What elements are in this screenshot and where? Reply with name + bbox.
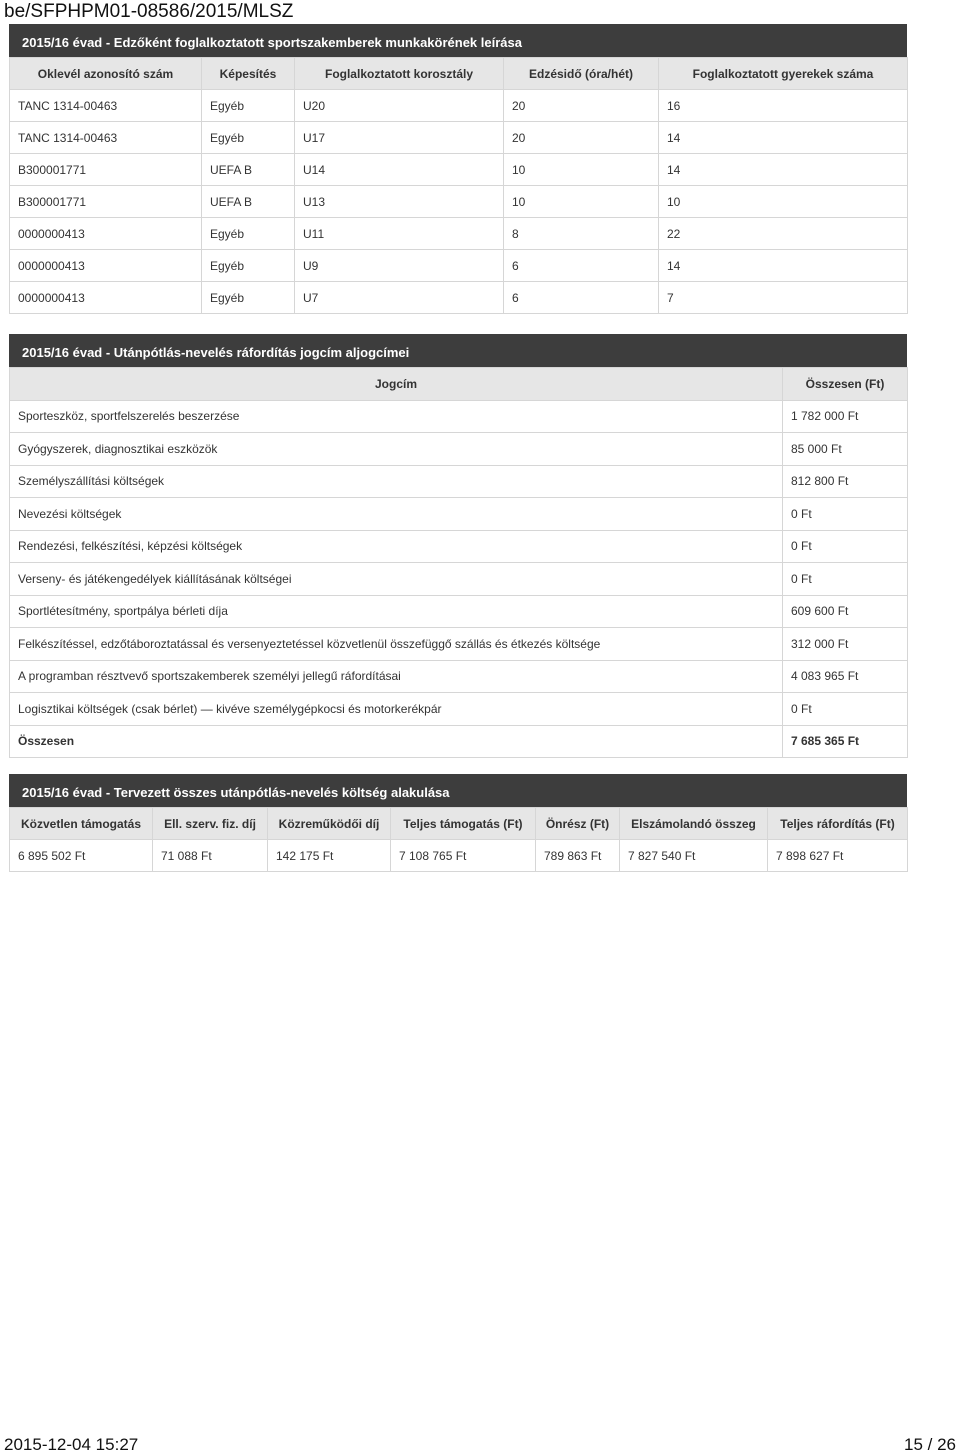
table-row [10,433,908,466]
column-header: Közreműködői díj [268,808,391,840]
total-label: Összesen [10,725,783,758]
table-cell: U11 [295,218,504,250]
table-cell: U17 [295,122,504,154]
table-cell: Egyéb [202,90,295,122]
table-row [10,595,908,628]
column-header: Edzésidő (óra/hét) [504,58,659,90]
table-row [10,628,908,661]
table-cell: UEFA B [202,186,295,218]
column-header: Teljes támogatás (Ft) [391,808,536,840]
table-cell: 10 [659,186,908,218]
footer-timestamp: 2015-12-04 15:27 [4,1435,139,1454]
table-header-row [10,368,908,401]
table-cell: U9 [295,250,504,282]
table-row [10,498,908,531]
table-cell: U7 [295,282,504,314]
table-row [10,660,908,693]
column-header: Oklevél azonosító szám [10,58,202,90]
table-cell: 0000000413 [10,218,202,250]
table-cell: 4 083 965 Ft [783,660,908,693]
section-title: 2015/16 évad - Tervezett összes utánpótlás-nevelés költség alakulása [9,774,907,807]
table-cell: Nevezési költségek [10,498,783,531]
table-cell: 10 [504,186,659,218]
section-title: 2015/16 évad - Utánpótlás-nevelés ráfordítás jogcím aljogcímei [9,334,907,367]
expense-categories-section [9,334,907,758]
table-cell: Sportlétesítmény, sportpálya bérleti díja [10,595,783,628]
column-header: Közvetlen támogatás [10,808,153,840]
table-cell: 20 [504,90,659,122]
table-cell: Rendezési, felkészítési, képzési költségek [10,530,783,563]
table-header-row [10,58,908,90]
table-cell: 14 [659,122,908,154]
total-value: 7 685 365 Ft [783,725,908,758]
table-header-row [10,808,908,840]
table-row [10,563,908,596]
table-row [10,122,908,154]
footer-page-number: 15 / 26 [904,1435,956,1454]
table-cell: 0 Ft [783,563,908,596]
table-cell: U14 [295,154,504,186]
table-row [10,465,908,498]
total-row [10,725,908,758]
table-row [10,693,908,726]
document-id: be/SFPHPM01-08586/2015/MLSZ [4,1,294,22]
column-header-osszesen: Összesen (Ft) [783,368,908,401]
table-cell: 0 Ft [783,530,908,563]
table-cell: 22 [659,218,908,250]
table-cell: 16 [659,90,908,122]
table-cell: 0000000413 [10,282,202,314]
table-cell: TANC 1314-00463 [10,122,202,154]
table-cell: UEFA B [202,154,295,186]
table-cell: B300001771 [10,186,202,218]
table-cell: Felkészítéssel, edzőtáboroztatással és versenyeztetéssel közvetlenül összefüggő szállás és étkezés költsége [10,628,783,661]
table-cell: Egyéb [202,250,295,282]
table-row [10,218,908,250]
table-row [10,250,908,282]
column-header: Foglalkoztatott korosztály [295,58,504,90]
column-header: Képesítés [202,58,295,90]
table-row [10,840,908,872]
table-row [10,186,908,218]
table-row [10,530,908,563]
section-title: 2015/16 évad - Edzőként foglalkoztatott sportszakemberek munkakörének leírása [9,24,907,57]
column-header: Elszámolandó összeg [620,808,768,840]
table-cell: Sporteszköz, sportfelszerelés beszerzése [10,400,783,433]
table-cell: TANC 1314-00463 [10,90,202,122]
coach-roles-section [9,24,907,314]
table-cell: 6 [504,282,659,314]
table-cell: 10 [504,154,659,186]
column-header: Teljes ráfordítás (Ft) [768,808,908,840]
table-row [10,90,908,122]
table-cell: Logisztikai költségek (csak bérlet) ― kivéve személygépkocsi és motorkerékpár [10,693,783,726]
table-cell: 8 [504,218,659,250]
table-cell: 14 [659,250,908,282]
table-cell: 812 800 Ft [783,465,908,498]
table-cell: U13 [295,186,504,218]
table-cell: A programban résztvevő sportszakemberek személyi jellegű ráfordításai [10,660,783,693]
table-cell: 85 000 Ft [783,433,908,466]
table-row [10,154,908,186]
column-header-jogcim: Jogcím [10,368,783,401]
table-cell: Egyéb [202,218,295,250]
table-cell: 0000000413 [10,250,202,282]
table-cell: 312 000 Ft [783,628,908,661]
table-cell: 609 600 Ft [783,595,908,628]
table-cell: 0 Ft [783,498,908,531]
table-row [10,282,908,314]
column-header: Foglalkoztatott gyerekek száma [659,58,908,90]
table-cell: Gyógyszerek, diagnosztikai eszközök [10,433,783,466]
table-cell: 789 863 Ft [536,840,620,872]
table-cell: Személyszállítási költségek [10,465,783,498]
table-cell: 14 [659,154,908,186]
table-cell: Egyéb [202,122,295,154]
coach-roles-table [9,57,908,314]
table-cell: 6 [504,250,659,282]
table-cell: U20 [295,90,504,122]
table-cell: 71 088 Ft [153,840,268,872]
table-cell: 7 827 540 Ft [620,840,768,872]
planned-costs-table [9,807,908,872]
table-cell: Egyéb [202,282,295,314]
column-header: Önrész (Ft) [536,808,620,840]
table-row [10,400,908,433]
expense-categories-table [9,367,908,758]
planned-costs-section [9,774,907,872]
table-cell: B300001771 [10,154,202,186]
table-cell: 7 108 765 Ft [391,840,536,872]
table-cell: 0 Ft [783,693,908,726]
table-cell: 20 [504,122,659,154]
table-cell: 1 782 000 Ft [783,400,908,433]
table-cell: 142 175 Ft [268,840,391,872]
table-cell: 6 895 502 Ft [10,840,153,872]
table-cell: 7 [659,282,908,314]
table-cell: 7 898 627 Ft [768,840,908,872]
table-cell: Verseny- és játékengedélyek kiállításának költségei [10,563,783,596]
column-header: Ell. szerv. fiz. díj [153,808,268,840]
